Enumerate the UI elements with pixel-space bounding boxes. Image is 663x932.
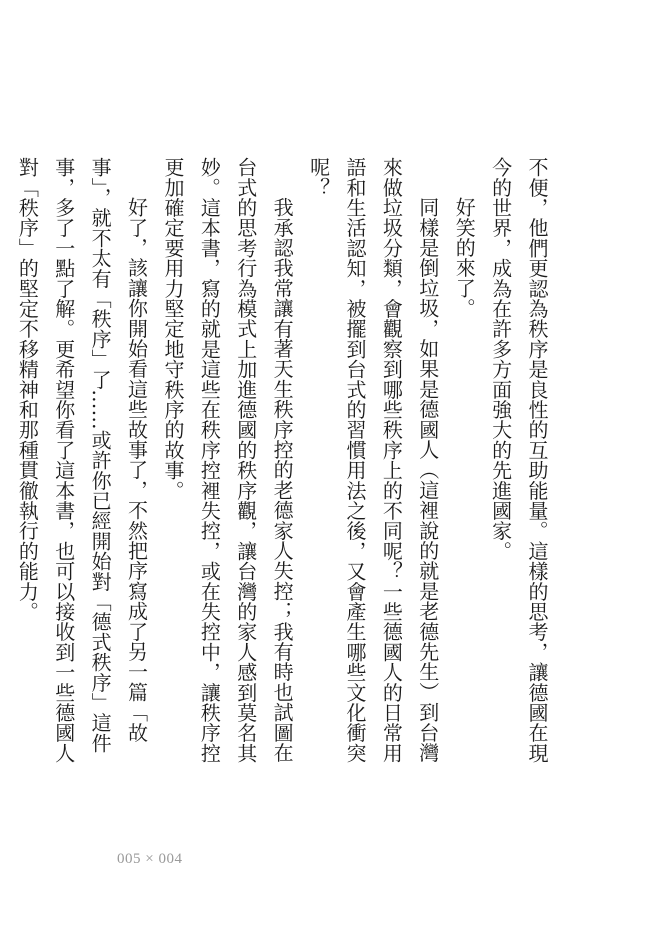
paragraph-4: 我承認我常讓有著天生秩序控的老德家人失控；我有時也試圖在台式的思考行為模式上加進德國的秩序觀，讓台灣的家人感到莫名其妙。這本書，寫的就是這些在秩序控裡失控，或在失控中，讓秩序控更加確定要用力堅定地守秩序的故事。 xyxy=(160,157,295,763)
paragraph-5: 好了，該讓你開始看這些故事了，不然把序寫成了另一篇「故事」，就不太有「秩序」了……或許你已經開始對「德式秩序」這件事，多了一點了解。更希望你看了這本書，也可以接收到一些德國人對「秩序」的堅定不移精神和那種貫徹執行的能力。 xyxy=(15,157,149,763)
page-number: 005 × 004 xyxy=(117,851,183,867)
paragraph-3: 同樣是倒垃圾，如果是德國人（這裡說的就是老德先生）到台灣來做垃圾分類，會觀察到哪些秩序上的不同呢？一些德國人的日常用語和生活認知，被擺到台式的習慣用法之後，又會產生哪些文化衝突呢？ xyxy=(306,157,440,763)
vertical-text-block xyxy=(9,157,555,767)
paragraph-2: 好笑的來了。 xyxy=(452,197,477,319)
paragraph-1: 不便，他們更認為秩序是良性的互助能量。這樣的思考，讓德國在現今的世界，成為在許多方面強大的先進國家。 xyxy=(488,157,549,763)
